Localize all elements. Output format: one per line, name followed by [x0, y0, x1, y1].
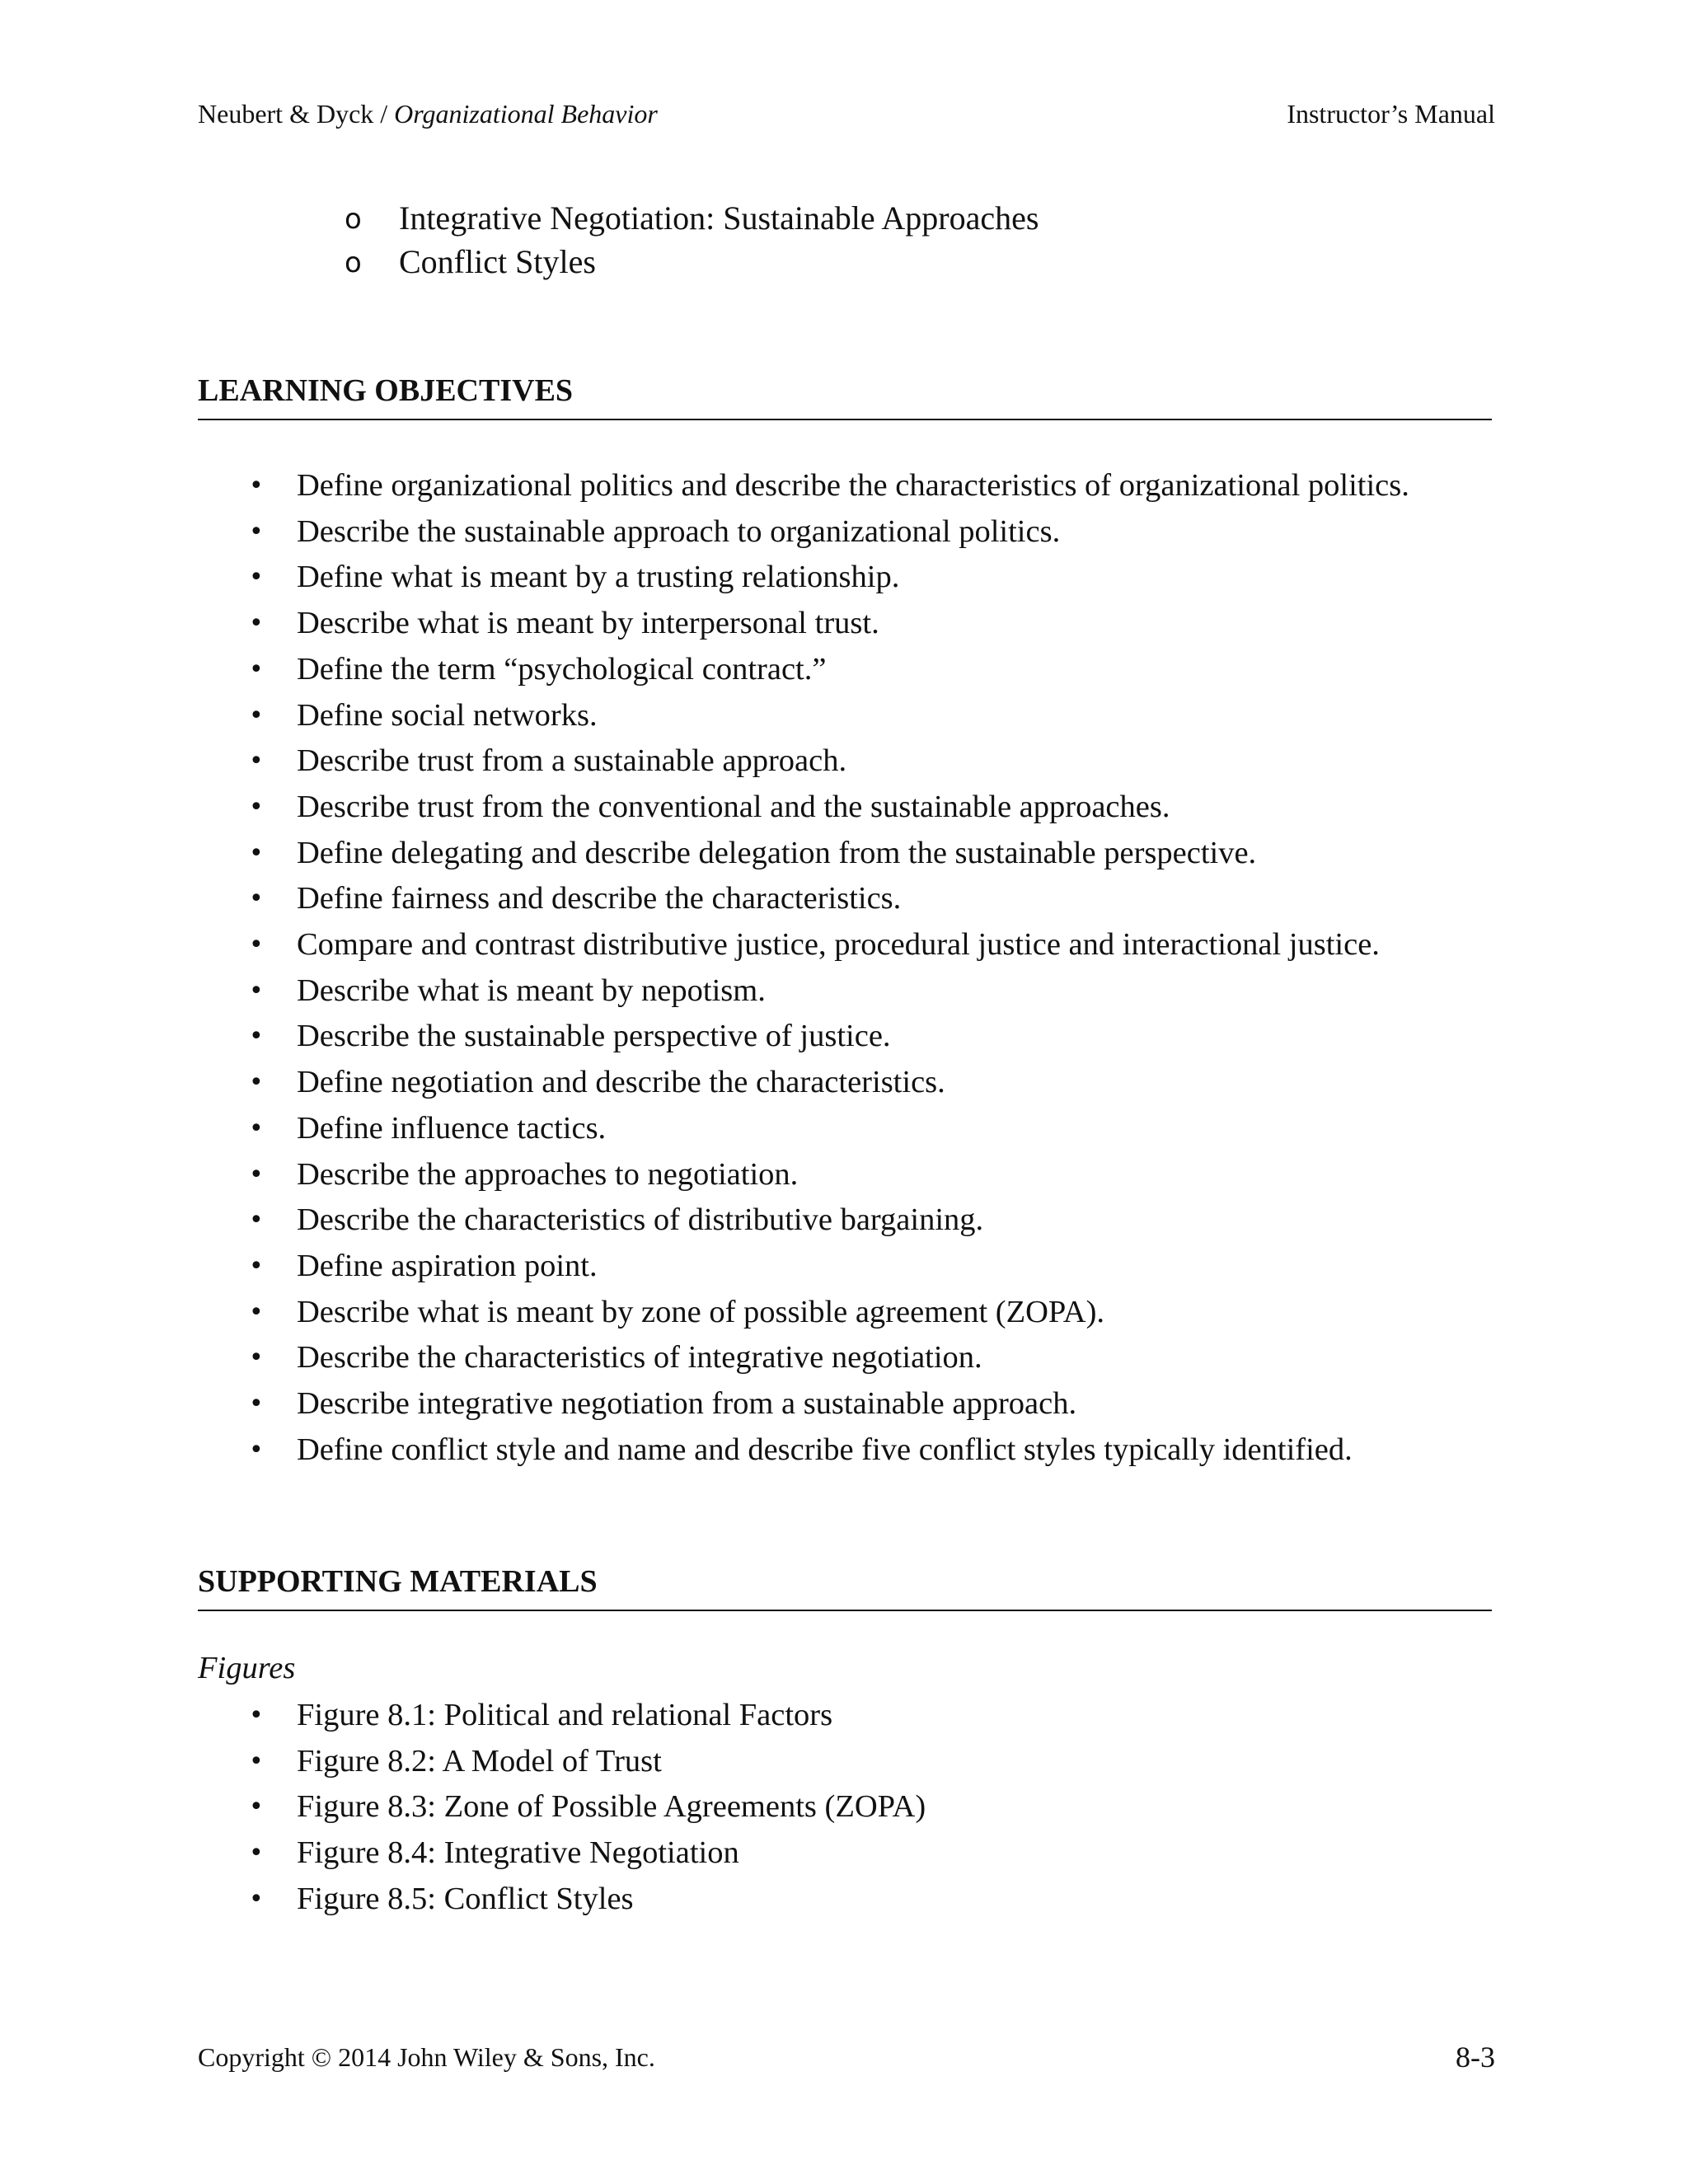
list-item: [244, 785, 1409, 831]
toc-subitem: [345, 240, 1039, 284]
list-item: [244, 1290, 1409, 1336]
list-item-text: Define what is meant by a trusting relationship.: [297, 560, 900, 595]
figures-subheading: Figures: [198, 1651, 296, 1685]
list-item: [244, 1381, 1409, 1427]
list-item-text: Define influence tactics.: [297, 1110, 607, 1146]
list-item-text: Describe what is meant by nepotism.: [297, 972, 766, 1008]
bullet-icon: •: [249, 1746, 264, 1776]
bullet-icon: •: [249, 747, 264, 776]
bullet-icon: •: [249, 1113, 264, 1143]
list-item: [244, 601, 1409, 647]
bullet-icon: •: [249, 1793, 264, 1822]
bullet-icon: •: [249, 517, 264, 546]
list-item-text: Describe what is meant by zone of possible agreement (ZOPA).: [297, 1294, 1105, 1329]
bullet-icon: •: [249, 563, 264, 593]
list-item: [244, 922, 1409, 968]
list-item-text: Describe integrative negotiation from a sustainable approach.: [297, 1386, 1077, 1422]
list-item-text: Describe the characteristics of distributive bargaining.: [297, 1202, 984, 1238]
list-item-text: Describe the sustainable approach to organizational politics.: [297, 513, 1061, 549]
list-item-text: Define fairness and describe the characteristics.: [297, 881, 902, 916]
list-item: [244, 831, 1409, 877]
page-number: 8-3: [1456, 2041, 1495, 2074]
list-item: [244, 1014, 1409, 1060]
bullet-icon: •: [249, 838, 264, 868]
bullet-icon: •: [249, 609, 264, 639]
bullet-icon: •: [249, 1160, 264, 1189]
list-item-text: Define social networks.: [297, 697, 598, 733]
list-item-text: Describe the sustainable perspective of justice.: [297, 1019, 891, 1054]
bullet-icon: •: [249, 1839, 264, 1868]
list-item: [244, 555, 1409, 601]
list-item-text: Describe the characteristics of integrative negotiation.: [297, 1340, 982, 1376]
list-item: [244, 1427, 1409, 1474]
circle-marker-icon: o: [345, 246, 362, 279]
page-footer: [198, 2041, 1495, 2074]
list-item-text: Define conflict style and name and describe five conflict styles typically identified.: [297, 1432, 1353, 1467]
list-item: [244, 1060, 1409, 1106]
list-item: [244, 1830, 926, 1877]
bullet-icon: •: [249, 1701, 264, 1730]
list-item: [244, 463, 1409, 509]
list-item-text: Figure 8.5: Conflict Styles: [297, 1881, 634, 1916]
toc-subitems: [345, 196, 1039, 284]
list-item-text: Describe trust from the conventional and the sustainable approaches.: [297, 789, 1170, 824]
toc-subitem-text: Integrative Negotiation: Sustainable Approaches: [399, 199, 1039, 237]
list-item: [244, 1693, 926, 1739]
supporting-materials-heading: SUPPORTING MATERIALS: [198, 1562, 1492, 1611]
bullet-icon: •: [249, 1206, 264, 1235]
learning-objectives-heading: LEARNING OBJECTIVES: [198, 371, 1492, 420]
list-item: [244, 1152, 1409, 1198]
bullet-icon: •: [249, 1068, 264, 1098]
toc-subitem-text: Conflict Styles: [399, 243, 596, 280]
list-item: [244, 693, 1409, 739]
bullet-icon: •: [249, 976, 264, 1005]
list-item-text: Describe trust from a sustainable approach.: [297, 743, 847, 779]
bullet-icon: •: [249, 701, 264, 730]
list-item-text: Define delegating and describe delegation from the sustainable perspective.: [297, 835, 1257, 870]
bullet-icon: •: [249, 1390, 264, 1419]
list-item: [244, 1244, 1409, 1290]
list-item: [244, 1106, 1409, 1152]
running-title: [198, 97, 658, 130]
header-authors: Neubert & Dyck /: [198, 99, 395, 129]
list-item-text: Describe what is meant by interpersonal trust.: [297, 606, 879, 641]
toc-subitem: [345, 196, 1039, 240]
list-item-text: Define negotiation and describe the characteristics.: [297, 1065, 945, 1100]
list-item: [244, 1335, 1409, 1381]
page-header: [198, 97, 1495, 130]
list-item: [244, 1784, 926, 1830]
list-item-text: Define organizational politics and describe the characteristics of organizational politics.: [297, 468, 1409, 503]
bullet-icon: •: [249, 884, 264, 914]
figures-list: [244, 1693, 926, 1923]
list-item-text: Compare and contrast distributive justice, procedural justice and interactional justice.: [297, 927, 1380, 963]
learning-objectives-list: [244, 463, 1409, 1473]
list-item-text: Figure 8.3: Zone of Possible Agreements (ZOPA): [297, 1789, 926, 1825]
list-item-text: Figure 8.1: Political and relational Factors: [297, 1698, 833, 1732]
header-manual-label: Instructor’s Manual: [1287, 99, 1495, 129]
list-item-text: Describe the approaches to negotiation.: [297, 1156, 799, 1192]
bullet-icon: •: [249, 792, 264, 822]
list-item-text: Figure 8.2: A Model of Trust: [297, 1743, 662, 1779]
bullet-icon: •: [249, 1022, 264, 1052]
list-item: [244, 738, 1409, 785]
bullet-icon: •: [249, 1343, 264, 1373]
bullet-icon: •: [249, 1435, 264, 1465]
list-item-text: Define the term “psychological contract.”: [297, 651, 827, 687]
list-item: [244, 647, 1409, 693]
list-item: [244, 1877, 926, 1923]
list-item-text: Define aspiration point.: [297, 1248, 598, 1283]
bullet-icon: •: [249, 1884, 264, 1914]
bullet-icon: •: [249, 930, 264, 960]
bullet-icon: •: [249, 654, 264, 684]
list-item: [244, 1197, 1409, 1244]
bullet-icon: •: [249, 1297, 264, 1327]
list-item: [244, 968, 1409, 1015]
copyright-notice: Copyright © 2014 John Wiley & Sons, Inc.: [198, 2042, 655, 2072]
list-item-text: Figure 8.4: Integrative Negotiation: [297, 1835, 739, 1871]
list-item: [244, 509, 1409, 555]
list-item: [244, 876, 1409, 922]
bullet-icon: •: [249, 1251, 264, 1281]
circle-marker-icon: o: [345, 203, 362, 236]
list-item: [244, 1739, 926, 1785]
header-book-title: Organizational Behavior: [394, 99, 658, 129]
bullet-icon: •: [249, 471, 264, 500]
